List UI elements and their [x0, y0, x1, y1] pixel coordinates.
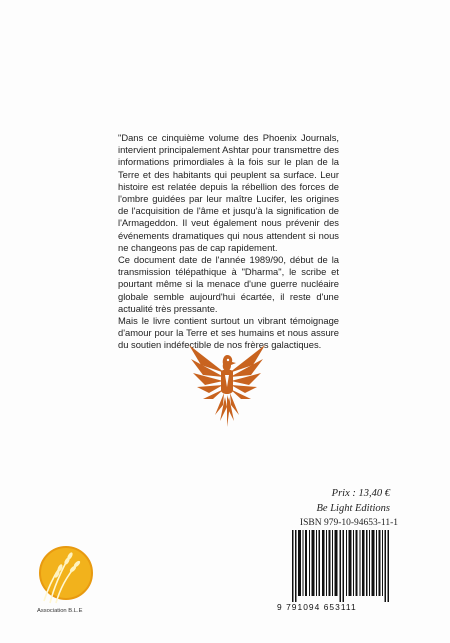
wheat-sun-logo-icon	[36, 543, 94, 607]
description-paragraph-3: Mais le livre contient surtout un vibrant témoignage d'amour pour la Terre et ses humains et nous assure du soutien indéfectible de nos frères galactiques.	[118, 315, 339, 351]
description-paragraph-1: "Dans ce cinquième volume des Phoenix Journals, intervient principalement Ashtar pour transmettre des informations primordiales à la fois sur le plan de la Terre et des habitants qui peuplent sa surface. Leur histoire est relatée depuis la rébellion des forces de l'ombre guidées par leur maître Lucifer, les origines de l'acquisition de l'âme et jusqu'à la signification de l'Armageddon. Il veut également nous prévenir des événements dramatiques qui nous attendent si nous ne changeons pas de cap rapidement.	[118, 132, 339, 253]
price-label: Prix : 13,40 €	[331, 488, 390, 499]
barcode-icon	[292, 530, 392, 602]
barcode-number: 9 791094 653111	[277, 602, 357, 612]
phoenix-emblem-icon	[187, 343, 267, 428]
publisher-name: Be Light Editions	[316, 503, 390, 514]
description-paragraph-2: Ce document date de l'année 1989/90, début de la transmission télépathique à "Dharma", le scribe et pourtant même si la menace d'une guerre nucléaire globale semble aujourd'hui écartée, il reste d'une actualité très pressante.	[118, 254, 339, 314]
association-label: Association B.L.E	[37, 608, 83, 614]
isbn-label: ISBN 979-10-94653-11-1	[299, 518, 398, 528]
book-description	[118, 132, 339, 352]
